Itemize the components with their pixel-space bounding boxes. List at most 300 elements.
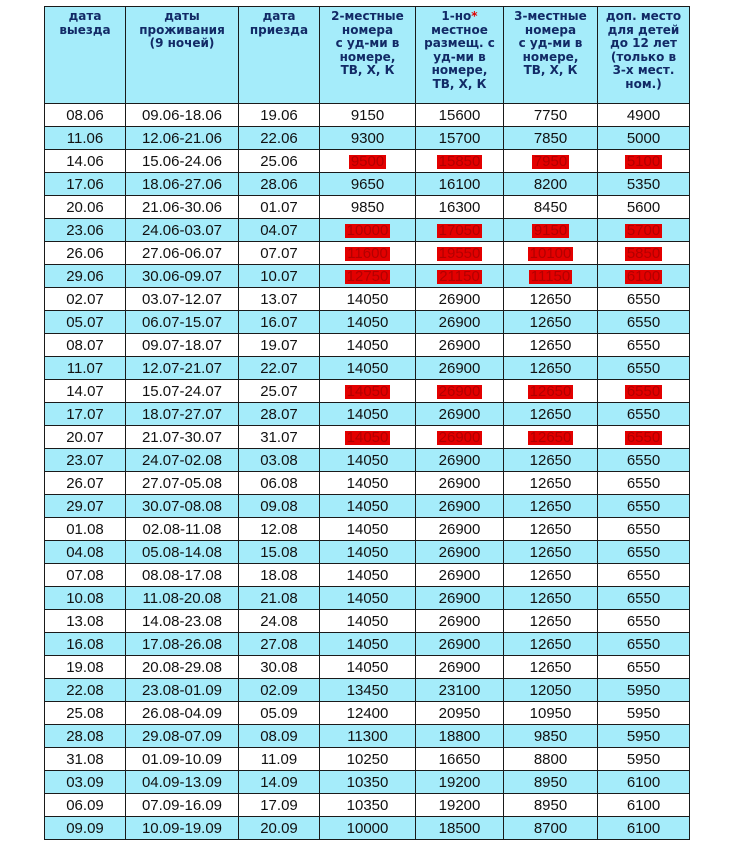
- cell-double-price: [320, 656, 416, 679]
- arrival-date-value: 12.08: [260, 520, 298, 538]
- cell-double-price: [320, 173, 416, 196]
- table-row: [45, 702, 690, 725]
- triple-price-value: 12650: [529, 589, 572, 607]
- cell-extra-bed-price: [598, 702, 690, 725]
- cell-single-price: [416, 564, 504, 587]
- extra-bed-price-value: 6550: [626, 428, 661, 446]
- departure-date-value: 19.08: [66, 658, 104, 676]
- arrival-date-value: 14.09: [260, 773, 298, 791]
- cell-stay-dates: [126, 771, 239, 794]
- cell-arrival-date: [239, 403, 320, 426]
- cell-double-price: [320, 610, 416, 633]
- cell-double-price: [320, 771, 416, 794]
- cell-triple-price: [504, 633, 598, 656]
- stay-dates-value: 26.08-04.09: [141, 704, 223, 722]
- extra-bed-price-value: 6550: [626, 589, 661, 607]
- table-row: [45, 219, 690, 242]
- double-price-value: 14050: [346, 566, 389, 584]
- cell-arrival-date: [239, 219, 320, 242]
- stay-dates-value: 18.07-27.07: [141, 405, 223, 423]
- cell-departure-date: [45, 771, 126, 794]
- cell-double-price: [320, 127, 416, 150]
- cell-single-price: [416, 794, 504, 817]
- cell-extra-bed-price: [598, 725, 690, 748]
- stay-dates-value: 09.06-18.06: [141, 106, 223, 124]
- single-price-value: 23100: [438, 681, 481, 699]
- departure-date-value: 08.07: [66, 336, 104, 354]
- arrival-date-value: 11.09: [260, 750, 298, 768]
- cell-departure-date: [45, 656, 126, 679]
- cell-departure-date: [45, 196, 126, 219]
- cell-arrival-date: [239, 656, 320, 679]
- cell-single-price: [416, 150, 504, 173]
- cell-stay-dates: [126, 426, 239, 449]
- cell-departure-date: [45, 219, 126, 242]
- departure-date-value: 23.06: [66, 221, 104, 239]
- arrival-date-value: 18.08: [260, 566, 298, 584]
- arrival-date-value: 09.08: [260, 497, 298, 515]
- stay-dates-value: 06.07-15.07: [141, 313, 223, 331]
- extra-bed-price-value: 5700: [626, 221, 661, 239]
- cell-triple-price: [504, 288, 598, 311]
- cell-double-price: [320, 794, 416, 817]
- extra-bed-price-value: 6550: [626, 313, 661, 331]
- double-price-value: 14050: [346, 336, 389, 354]
- double-price-value: 14050: [346, 405, 389, 423]
- extra-bed-price-value: 6550: [626, 658, 661, 676]
- stay-dates-value: 11.08-20.08: [142, 589, 222, 607]
- cell-double-price: [320, 150, 416, 173]
- cell-double-price: [320, 725, 416, 748]
- arrival-date-value: 05.09: [260, 704, 298, 722]
- stay-dates-value: 09.07-18.07: [141, 336, 223, 354]
- cell-triple-price: [504, 817, 598, 840]
- triple-price-value: 8950: [533, 773, 568, 791]
- triple-price-value: 12650: [529, 520, 572, 538]
- cell-extra-bed-price: [598, 610, 690, 633]
- cell-triple-price: [504, 564, 598, 587]
- cell-stay-dates: [126, 104, 239, 127]
- cell-extra-bed-price: [598, 104, 690, 127]
- single-price-value: 26900: [438, 612, 481, 630]
- cell-single-price: [416, 817, 504, 840]
- cell-single-price: [416, 173, 504, 196]
- stay-dates-value: 12.07-21.07: [141, 359, 223, 377]
- cell-single-price: [416, 380, 504, 403]
- cell-stay-dates: [126, 380, 239, 403]
- departure-date-value: 29.06: [66, 267, 104, 285]
- arrival-date-value: 30.08: [260, 658, 298, 676]
- double-price-value: 9150: [350, 106, 385, 124]
- triple-price-value: 12050: [529, 681, 572, 699]
- cell-arrival-date: [239, 771, 320, 794]
- cell-arrival-date: [239, 725, 320, 748]
- single-price-value: 17050: [438, 221, 481, 239]
- cell-arrival-date: [239, 817, 320, 840]
- departure-date-value: 03.09: [66, 773, 104, 791]
- single-price-value: 15600: [438, 106, 481, 124]
- cell-extra-bed-price: [598, 495, 690, 518]
- cell-double-price: [320, 334, 416, 357]
- cell-arrival-date: [239, 173, 320, 196]
- cell-arrival-date: [239, 541, 320, 564]
- double-price-value: 11300: [347, 727, 388, 745]
- cell-arrival-date: [239, 495, 320, 518]
- cell-single-price: [416, 265, 504, 288]
- cell-stay-dates: [126, 150, 239, 173]
- cell-arrival-date: [239, 794, 320, 817]
- double-price-value: 14050: [346, 382, 389, 400]
- triple-price-value: 9150: [533, 221, 568, 239]
- cell-extra-bed-price: [598, 472, 690, 495]
- arrival-date-value: 16.07: [260, 313, 298, 331]
- cell-double-price: [320, 357, 416, 380]
- triple-price-value: 12650: [529, 658, 572, 676]
- cell-single-price: [416, 748, 504, 771]
- extra-bed-price-value: 6100: [626, 267, 661, 285]
- cell-departure-date: [45, 150, 126, 173]
- cell-departure-date: [45, 242, 126, 265]
- cell-departure-date: [45, 173, 126, 196]
- double-price-value: 10000: [346, 221, 389, 239]
- cell-double-price: [320, 702, 416, 725]
- triple-price-value: 12650: [529, 336, 572, 354]
- cell-arrival-date: [239, 104, 320, 127]
- table-row: [45, 610, 690, 633]
- arrival-date-value: 13.07: [260, 290, 298, 308]
- extra-bed-price-value: 6550: [626, 612, 661, 630]
- cell-arrival-date: [239, 288, 320, 311]
- arrival-date-value: 25.06: [260, 152, 298, 170]
- triple-price-value: 12650: [529, 405, 572, 423]
- cell-stay-dates: [126, 288, 239, 311]
- cell-arrival-date: [239, 196, 320, 219]
- cell-departure-date: [45, 495, 126, 518]
- stay-dates-value: 07.09-16.09: [141, 796, 223, 814]
- double-price-value: 14050: [346, 497, 389, 515]
- arrival-date-value: 22.06: [260, 129, 298, 147]
- arrival-date-value: 02.09: [260, 681, 298, 699]
- arrival-date-value: 01.07: [260, 198, 298, 216]
- cell-arrival-date: [239, 311, 320, 334]
- triple-price-value: 11150: [530, 267, 571, 285]
- table-row: [45, 173, 690, 196]
- cell-double-price: [320, 495, 416, 518]
- single-price-value: 19200: [438, 773, 481, 791]
- departure-date-value: 17.07: [66, 405, 104, 423]
- cell-triple-price: [504, 426, 598, 449]
- cell-stay-dates: [126, 541, 239, 564]
- double-price-value: 14050: [346, 290, 389, 308]
- triple-price-value: 8800: [533, 750, 568, 768]
- cell-single-price: [416, 104, 504, 127]
- cell-stay-dates: [126, 472, 239, 495]
- cell-extra-bed-price: [598, 334, 690, 357]
- cell-arrival-date: [239, 518, 320, 541]
- stay-dates-value: 05.08-14.08: [141, 543, 223, 561]
- stay-dates-value: 03.07-12.07: [141, 290, 223, 308]
- departure-date-value: 05.07: [66, 313, 104, 331]
- triple-price-value: 7850: [533, 129, 568, 147]
- arrival-date-value: 21.08: [260, 589, 298, 607]
- single-price-value: 26900: [438, 405, 481, 423]
- extra-bed-price-value: 6100: [626, 819, 661, 837]
- cell-extra-bed-price: [598, 380, 690, 403]
- cell-double-price: [320, 449, 416, 472]
- header-row: [45, 7, 690, 104]
- cell-arrival-date: [239, 265, 320, 288]
- cell-extra-bed-price: [598, 541, 690, 564]
- cell-departure-date: [45, 449, 126, 472]
- arrival-date-value: 22.07: [260, 359, 298, 377]
- stay-dates-value: 21.06-30.06: [141, 198, 223, 216]
- table-row: [45, 472, 690, 495]
- cell-double-price: [320, 426, 416, 449]
- triple-price-value: 12650: [529, 635, 572, 653]
- triple-price-value: 12650: [529, 313, 572, 331]
- cell-stay-dates: [126, 679, 239, 702]
- table-row: [45, 771, 690, 794]
- cell-triple-price: [504, 196, 598, 219]
- arrival-date-value: 28.06: [260, 175, 298, 193]
- single-price-value: 16650: [438, 750, 481, 768]
- arrival-date-value: 24.08: [260, 612, 298, 630]
- cell-stay-dates: [126, 564, 239, 587]
- stay-dates-value: 24.07-02.08: [141, 451, 223, 469]
- extra-bed-price-value: 6550: [626, 336, 661, 354]
- cell-double-price: [320, 748, 416, 771]
- single-price-value: 19550: [438, 244, 481, 262]
- single-price-value: 18800: [438, 727, 481, 745]
- stay-dates-value: 10.09-19.09: [141, 819, 223, 837]
- cell-triple-price: [504, 265, 598, 288]
- double-price-value: 12400: [346, 704, 389, 722]
- double-price-value: 14050: [346, 359, 389, 377]
- cell-arrival-date: [239, 633, 320, 656]
- extra-bed-price-value: 6550: [626, 359, 661, 377]
- cell-stay-dates: [126, 449, 239, 472]
- cell-single-price: [416, 472, 504, 495]
- asterisk-mark: *: [471, 9, 478, 23]
- arrival-date-value: 31.07: [260, 428, 298, 446]
- arrival-date-value: 25.07: [260, 382, 298, 400]
- cell-extra-bed-price: [598, 242, 690, 265]
- single-price-value: 26900: [438, 336, 481, 354]
- table-row: [45, 794, 690, 817]
- table-row: [45, 748, 690, 771]
- cell-triple-price: [504, 357, 598, 380]
- cell-single-price: [416, 449, 504, 472]
- table-row: [45, 426, 690, 449]
- cell-triple-price: [504, 518, 598, 541]
- stay-dates-value: 30.06-09.07: [141, 267, 223, 285]
- cell-extra-bed-price: [598, 150, 690, 173]
- cell-stay-dates: [126, 173, 239, 196]
- double-price-value: 14050: [346, 589, 389, 607]
- cell-extra-bed-price: [598, 748, 690, 771]
- cell-double-price: [320, 265, 416, 288]
- cell-double-price: [320, 679, 416, 702]
- cell-extra-bed-price: [598, 449, 690, 472]
- cell-single-price: [416, 541, 504, 564]
- stay-dates-value: 23.08-01.09: [141, 681, 223, 699]
- single-price-value: 26900: [438, 589, 481, 607]
- departure-date-value: 17.06: [66, 175, 104, 193]
- cell-extra-bed-price: [598, 817, 690, 840]
- stay-dates-value: 27.07-05.08: [141, 474, 223, 492]
- cell-single-price: [416, 127, 504, 150]
- single-price-value: 26900: [438, 451, 481, 469]
- cell-stay-dates: [126, 265, 239, 288]
- table-row: [45, 495, 690, 518]
- cell-arrival-date: [239, 334, 320, 357]
- cell-single-price: [416, 288, 504, 311]
- cell-extra-bed-price: [598, 265, 690, 288]
- table-row: [45, 380, 690, 403]
- departure-date-value: 11.06: [66, 129, 104, 147]
- departure-date-value: 20.06: [66, 198, 104, 216]
- cell-stay-dates: [126, 587, 239, 610]
- departure-date-value: 13.08: [66, 612, 104, 630]
- cell-extra-bed-price: [598, 219, 690, 242]
- arrival-date-value: 15.08: [260, 543, 298, 561]
- departure-date-value: 29.07: [66, 497, 104, 515]
- double-price-value: 9500: [350, 152, 385, 170]
- cell-departure-date: [45, 334, 126, 357]
- triple-price-value: 12650: [529, 543, 572, 561]
- triple-price-value: 12650: [529, 290, 572, 308]
- arrival-date-value: 03.08: [260, 451, 298, 469]
- triple-price-value: 8200: [533, 175, 568, 193]
- extra-bed-price-value: 5000: [626, 129, 661, 147]
- double-price-value: 9850: [350, 198, 385, 216]
- departure-date-value: 28.08: [66, 727, 104, 745]
- cell-stay-dates: [126, 725, 239, 748]
- single-price-value: 26900: [438, 566, 481, 584]
- stay-dates-value: 14.08-23.08: [141, 612, 223, 630]
- single-price-value: 15850: [438, 152, 481, 170]
- departure-date-value: 04.08: [66, 543, 104, 561]
- double-price-value: 10350: [346, 796, 389, 814]
- extra-bed-price-value: 5600: [626, 198, 661, 216]
- stay-dates-value: 01.09-10.09: [141, 750, 223, 768]
- triple-price-value: 12650: [529, 497, 572, 515]
- header-single-room-rest: местное размещ. с уд-ми в номере, ТВ, Х, К: [424, 22, 495, 91]
- table-row: [45, 679, 690, 702]
- header-arrival-date: дата приезда: [239, 7, 320, 104]
- cell-single-price: [416, 357, 504, 380]
- single-price-value: 26900: [438, 382, 481, 400]
- stay-dates-value: 30.07-08.08: [141, 497, 223, 515]
- cell-extra-bed-price: [598, 196, 690, 219]
- single-price-value: 26900: [438, 497, 481, 515]
- cell-single-price: [416, 587, 504, 610]
- single-price-value: 26900: [438, 428, 481, 446]
- cell-stay-dates: [126, 219, 239, 242]
- table-row: [45, 633, 690, 656]
- double-price-value: 9650: [350, 175, 385, 193]
- cell-triple-price: [504, 311, 598, 334]
- cell-stay-dates: [126, 196, 239, 219]
- table-row: [45, 541, 690, 564]
- cell-extra-bed-price: [598, 357, 690, 380]
- extra-bed-price-value: 5950: [626, 704, 661, 722]
- cell-single-price: [416, 633, 504, 656]
- table-row: [45, 104, 690, 127]
- cell-double-price: [320, 518, 416, 541]
- extra-bed-price-value: 6550: [626, 497, 661, 515]
- single-price-value: 15700: [438, 129, 481, 147]
- single-price-value: 21150: [439, 267, 480, 285]
- cell-double-price: [320, 587, 416, 610]
- cell-departure-date: [45, 403, 126, 426]
- extra-bed-price-value: 6550: [626, 474, 661, 492]
- departure-date-value: 09.09: [66, 819, 104, 837]
- cell-triple-price: [504, 495, 598, 518]
- table-row: [45, 334, 690, 357]
- table-row: [45, 265, 690, 288]
- double-price-value: 10250: [346, 750, 389, 768]
- single-price-value: 19200: [438, 796, 481, 814]
- cell-double-price: [320, 633, 416, 656]
- triple-price-value: 7750: [533, 106, 568, 124]
- cell-departure-date: [45, 426, 126, 449]
- stay-dates-value: 17.08-26.08: [141, 635, 223, 653]
- cell-departure-date: [45, 472, 126, 495]
- cell-departure-date: [45, 725, 126, 748]
- cell-arrival-date: [239, 449, 320, 472]
- cell-departure-date: [45, 518, 126, 541]
- single-price-value: 26900: [438, 474, 481, 492]
- cell-departure-date: [45, 311, 126, 334]
- extra-bed-price-value: 5950: [626, 681, 661, 699]
- cell-single-price: [416, 242, 504, 265]
- cell-departure-date: [45, 541, 126, 564]
- cell-departure-date: [45, 748, 126, 771]
- cell-single-price: [416, 426, 504, 449]
- cell-single-price: [416, 403, 504, 426]
- single-price-value: 20950: [438, 704, 481, 722]
- cell-extra-bed-price: [598, 403, 690, 426]
- stay-dates-value: 15.07-24.07: [141, 382, 223, 400]
- cell-departure-date: [45, 610, 126, 633]
- arrival-date-value: 20.09: [260, 819, 298, 837]
- cell-arrival-date: [239, 564, 320, 587]
- cell-arrival-date: [239, 357, 320, 380]
- header-single-room: [416, 7, 504, 104]
- cell-arrival-date: [239, 702, 320, 725]
- cell-triple-price: [504, 150, 598, 173]
- single-price-value: 16100: [438, 175, 481, 193]
- triple-price-value: 12650: [529, 474, 572, 492]
- cell-arrival-date: [239, 748, 320, 771]
- table-row: [45, 587, 690, 610]
- cell-extra-bed-price: [598, 173, 690, 196]
- cell-departure-date: [45, 265, 126, 288]
- cell-departure-date: [45, 817, 126, 840]
- double-price-value: 14050: [346, 313, 389, 331]
- cell-extra-bed-price: [598, 518, 690, 541]
- cell-stay-dates: [126, 127, 239, 150]
- triple-price-value: 12650: [529, 566, 572, 584]
- cell-departure-date: [45, 127, 126, 150]
- cell-departure-date: [45, 794, 126, 817]
- single-price-value: 16300: [438, 198, 481, 216]
- arrival-date-value: 19.06: [260, 106, 298, 124]
- double-price-value: 10000: [346, 819, 389, 837]
- arrival-date-value: 06.08: [260, 474, 298, 492]
- cell-extra-bed-price: [598, 771, 690, 794]
